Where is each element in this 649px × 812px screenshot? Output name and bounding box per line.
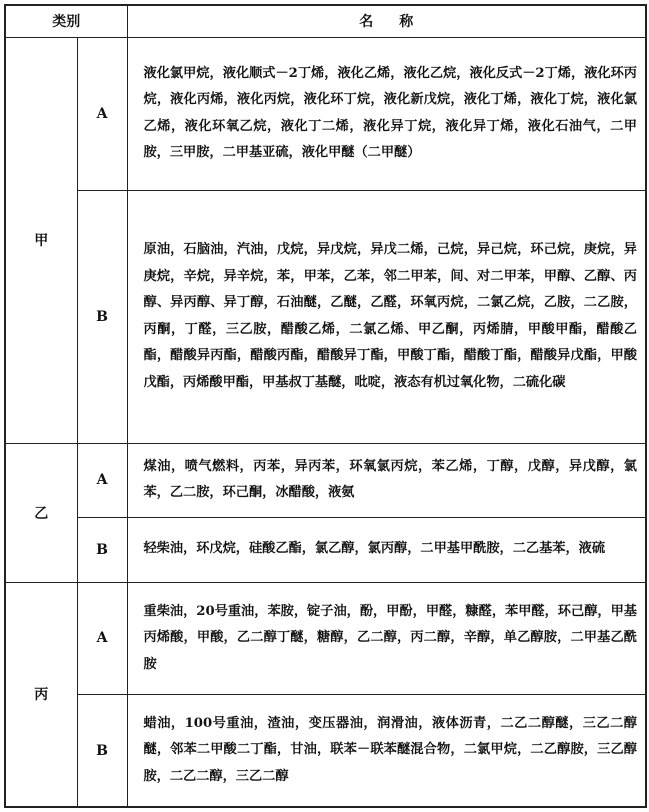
subclass-label: A — [77, 37, 127, 190]
table-row — [5, 517, 646, 582]
table-row — [5, 190, 646, 443]
substance-names-cell: 原油，石脑油，汽油，戊烷，异戊烷，异戊二烯，己烷，异己烷，环己烷，庚烷，异庚烷，辛烷，异辛烷，苯，甲苯，乙苯，邻二甲苯，间、对二甲苯，甲醇、乙醇、丙醇、异丙醇、异丁醇，石油醚，乙醚，乙醛，环氧丙烷，二氯乙烷，乙胺，二乙胺，丙酮，丁醛，三乙胺，醋酸乙烯，二氯乙烯、甲乙酮，丙烯腈，甲酸甲酯，醋酸乙酯，醋酸异丙酯，醋酸丙酯，醋酸异丁酯，甲酸丁酯，醋酸丁酯，醋酸异戊酯，甲酸戊酯，丙烯酸甲酯，甲基叔丁基醚，吡啶，液态有机过氧化物，二硫化碳 — [127, 190, 646, 443]
classification-table — [4, 4, 647, 808]
table-header-row — [5, 5, 646, 37]
substance-names-cell: 重柴油，20号重油，苯胺，锭子油，酚，甲酚，甲醛，糠醛，苯甲醛，环己醇，甲基丙烯酸，甲酸，乙二醇丁醚，糖醇，乙二醇，丙二醇，辛醇，单乙醇胺，二甲基乙酰胺 — [127, 582, 646, 694]
subclass-label: B — [77, 190, 127, 443]
substance-names-cell: 蜡油，100号重油，渣油，变压器油，润滑油，液体沥青，二乙二醇醚，三乙二醇醚，邻苯二甲酸二丁酯，甘油，联苯－联苯醚混合物，二氯甲烷，二乙醇胺，三乙醇胺，二乙二醇，三乙二醇 — [127, 695, 646, 807]
subclass-label: B — [77, 517, 127, 582]
table-row — [5, 37, 646, 190]
category-header: 类别 — [5, 5, 127, 37]
table-row — [5, 444, 646, 518]
class-label-bing: 丙 — [5, 582, 77, 807]
table-row — [5, 695, 646, 807]
subclass-label: B — [77, 695, 127, 807]
class-label-jia: 甲 — [5, 37, 77, 443]
name-header: 名称 — [127, 5, 646, 37]
class-label-yi: 乙 — [5, 444, 77, 583]
classification-table-container — [4, 4, 645, 808]
subclass-label: A — [77, 444, 127, 518]
substance-names-cell: 煤油，喷气燃料，丙苯，异丙苯，环氧氯丙烷，苯乙烯，丁醇，戊醇，异戊醇，氯苯，乙二胺，环己酮，冰醋酸，液氨 — [127, 444, 646, 518]
substance-names-cell: 轻柴油，环戊烷，硅酸乙酯，氯乙醇，氯丙醇，二甲基甲酰胺，二乙基苯，液硫 — [127, 517, 646, 582]
substance-names-cell: 液化氯甲烷，液化顺式－2丁烯，液化乙烯，液化乙烷，液化反式－2丁烯，液化环丙烷，液化丙烯，液化丙烷，液化环丁烷，液化新戊烷，液化丁烯，液化丁烷，液化氯乙烯，液化环氧乙烷，液化丁二烯，液化异丁烷，液化异丁烯，液化石油气，二甲胺，三甲胺，二甲基亚硫，液化甲醚（二甲醚） — [127, 37, 646, 190]
table-row — [5, 582, 646, 694]
subclass-label: A — [77, 582, 127, 694]
